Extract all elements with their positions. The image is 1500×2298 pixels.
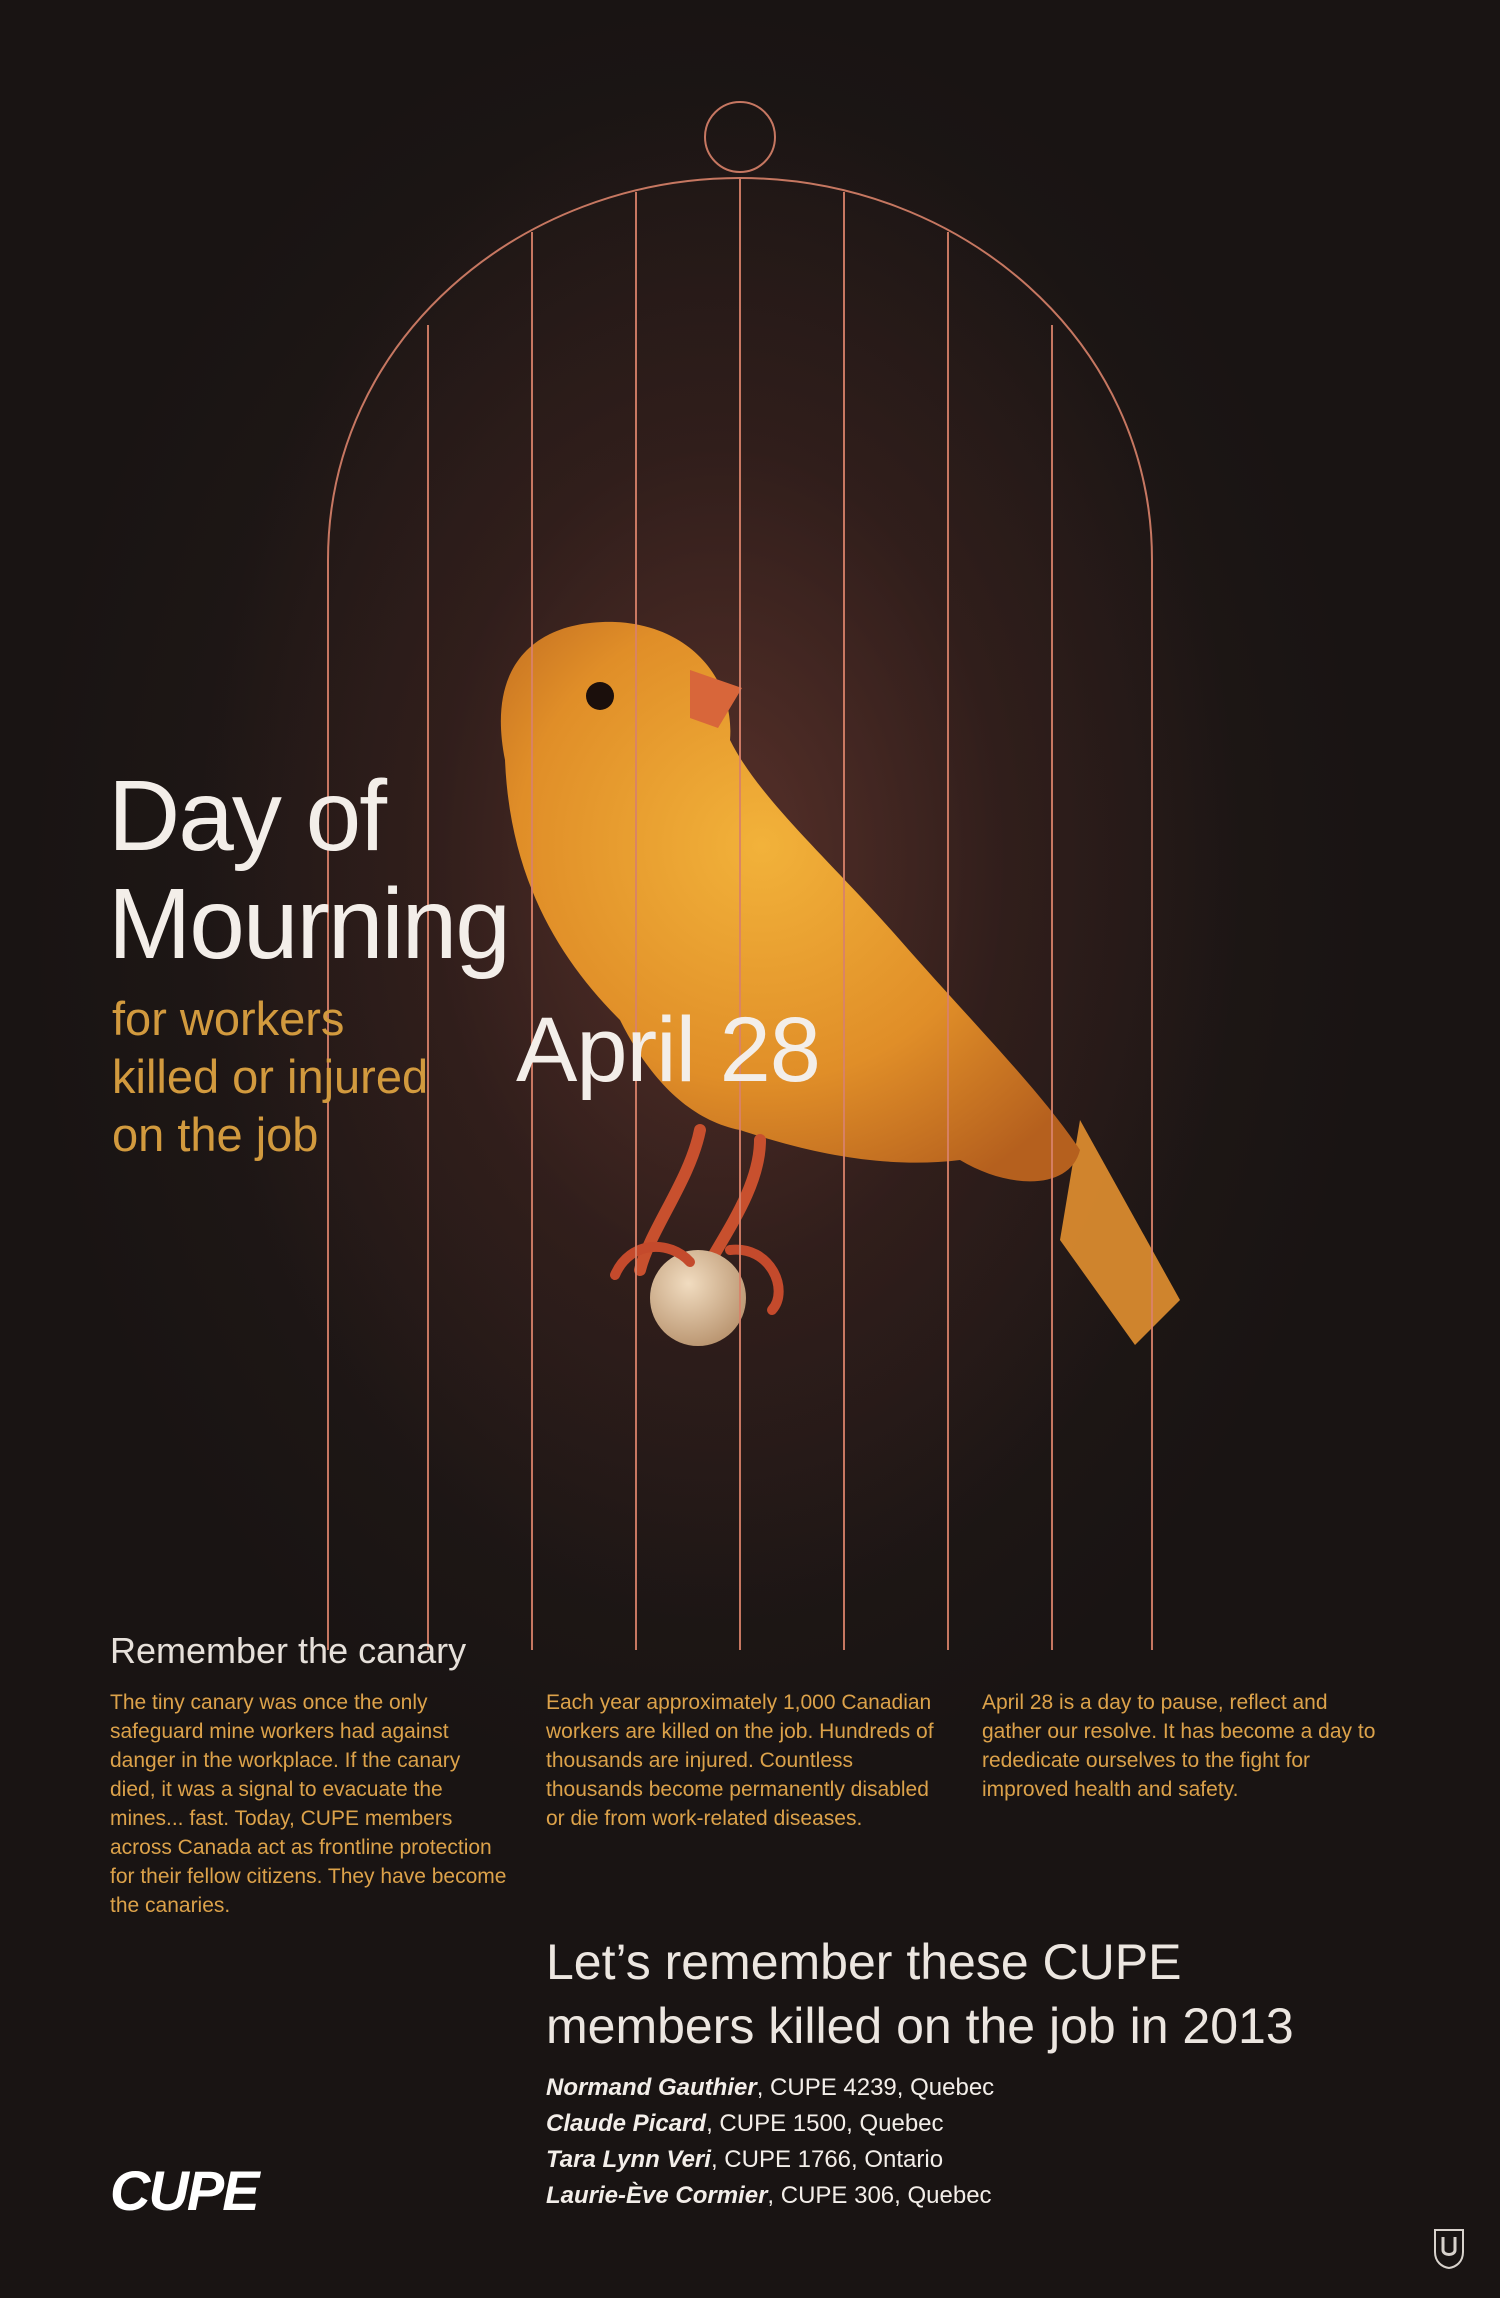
member-details: , CUPE 1500, Quebec bbox=[706, 2110, 944, 2137]
section-heading: Remember the canary bbox=[110, 1630, 467, 1671]
subtitle-line-1: for workers bbox=[112, 992, 345, 1045]
member-details: , CUPE 306, Quebec bbox=[767, 2182, 992, 2209]
body-column-2: Each year approximately 1,000 Canadian workers are killed on the job. Hundreds of thousands are injured. Countless thousands become permanently disabled or die from work-related diseases. bbox=[546, 1691, 934, 1830]
member-name: Normand Gauthier bbox=[546, 2074, 757, 2101]
member-name: Tara Lynn Veri bbox=[546, 2146, 711, 2173]
list-item bbox=[546, 2070, 994, 2106]
list-item bbox=[546, 2142, 994, 2178]
body-column-1: The tiny canary was once the only safeguard mine workers had against danger in the workplace. If the canary died, it was a signal to evacuate the mines... fast. Today, CUPE members across Canada act as frontline protection for their fellow citizens. They have become the canaries. bbox=[110, 1691, 507, 1917]
canary bbox=[501, 622, 1180, 1346]
members-list bbox=[546, 2070, 994, 2214]
event-date: April 28 bbox=[516, 999, 820, 1101]
member-name: Laurie-Ève Cormier bbox=[546, 2182, 768, 2209]
list-item bbox=[546, 2106, 994, 2142]
remember-heading-line-2: members killed on the job in 2013 bbox=[546, 1998, 1294, 2054]
title-line-2: Mourning bbox=[108, 868, 509, 980]
member-name: Claude Picard bbox=[546, 2110, 707, 2137]
poster-title bbox=[108, 762, 509, 978]
title-line-1: Day of bbox=[108, 760, 386, 872]
subtitle-line-3: on the job bbox=[112, 1108, 319, 1161]
remember-heading-line-1: Let’s remember these CUPE bbox=[546, 1934, 1182, 1990]
remember-heading bbox=[546, 1930, 1446, 2058]
union-label-icon bbox=[1432, 2226, 1466, 2270]
member-details: , CUPE 1766, Ontario bbox=[710, 2146, 944, 2173]
list-item bbox=[546, 2178, 994, 2214]
cupe-logo: CUPE bbox=[110, 2159, 258, 2222]
member-details: , CUPE 4239, Quebec bbox=[756, 2074, 995, 2101]
poster-subtitle bbox=[112, 990, 428, 1164]
body-column-3: April 28 is a day to pause, reflect and gather our resolve. It has become a day to rededicate ourselves to the fight for improved health and safety. bbox=[982, 1691, 1376, 1801]
subtitle-line-2: killed or injured bbox=[112, 1050, 429, 1103]
